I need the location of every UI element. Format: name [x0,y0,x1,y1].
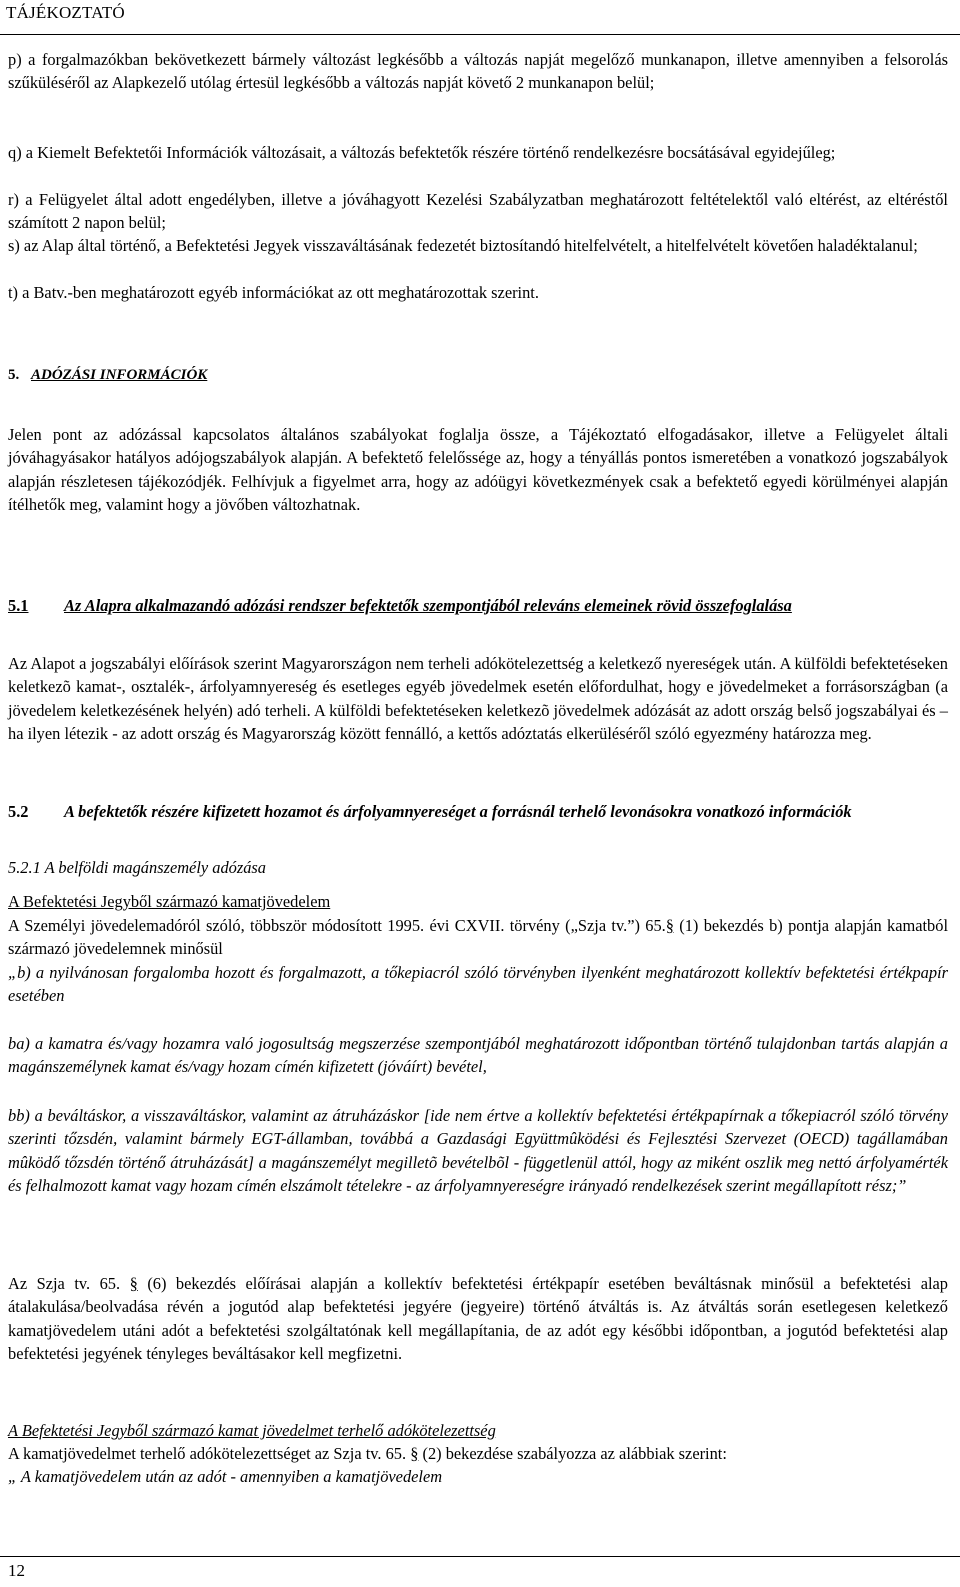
list-item-p: p) a forgalmazókban bekövetkezett bármely változást legkésőbb a változás napját megelőző munkanapon, illetve amennyiben a felsorolás szűküléséről az Alapkezelő utólag értesül legkésőbb a változás napját követő 2 munkanapon belül; [8,50,948,93]
section-sign-2: § [129,1274,138,1293]
section-5-paragraph: Jelen pont az adózással kapcsolatos általános szabályokat foglalja össze, a Tájékoztató elfogadásakor, illetve a Felügyelet általi jóváhagyásakor hatályos adójogszabályok alapján. A befektető felelőssége az, hogy a tényállás pontos ismeretében a vonatkozó jogszabályok alapján részletesen tájékozódjék. Felhívjuk a figyelmet arra, hogy az adóügyi következmények csak a befektető egyedi körülményei alapján ítélhetők meg, valamint hogy a jövőben változhatnak. [8,425,948,514]
interest-tax-heading: A Befektetési Jegyből származó kamat jövedelmet terhelő adókötelezettség [8,1421,496,1440]
section-sign: § [665,916,674,935]
interest-tax-paragraph [8,1442,727,1465]
list-item-r: r) a Felügyelet által adott engedélyben, illetve a jóváhagyott Kezelési Szabályzatban meghatározott feltételektől való eltérést, az eltéréstől számított 2 napon belül; [8,190,948,233]
conversion-paragraph [8,1272,948,1365]
section-5-2-number: 5.2 [8,802,29,821]
szja-paragraph [8,914,948,961]
section-5-1-paragraph: Az Alapot a jogszabályi előírások szerint Magyarországon nem terheli adókötelezettség a keletkező nyereségek után. A külföldi befektetéseken keletkezõ kamat-, osztalék-, árfolyamnyereség és esetleges egyéb jövedelmek esetén előfordulhat, hogy e jövedelmeket a forrásországban (a jövedelem keletkezésének helyén) adó terheli. A külföldi befektetéseken keletkezõ jövedelmek adózását az adott ország belső jogszabályai és – ha ilyen létezik - az adott ország és Magyarország között fennálló, a kettős adóztatás elkerüléséről szóló egyezmény határozza meg. [8,654,948,743]
quote-bb: bb) a beváltáskor, a visszaváltáskor, valamint az átruházáskor [ide nem értve a kollektív befektetési értékpapírnak a tőkepiacról szóló törvény szerinti tőzsdén, valamint bármely EGT-államban, továbbá a Gazdasági Együttmûködési és Fejlesztési Szervezet (OECD) tagállamában mûködő tőzsdén történő átruházását] a magánszemélyt megilletõ bevételbõl - függetlenül attól, hogy az miként oszlik meg nettó árfolyamérték és felhalmozott kamat vagy hozam címén elszámolt tételekre - az árfolyamnyereségre irányadó rendelkezések szerint megállapított rész;” [8,1106,948,1195]
section-5-title: ADÓZÁSI INFORMÁCIÓK [31,367,208,383]
section-5-1-heading [8,594,948,617]
list-item-q: q) a Kiemelt Befektetői Információk változásait, a változás befektetők részére történő rendelkezésre bocsátásával egyidejűleg; [8,143,836,162]
section-5-2-1-heading: 5.2.1 A belföldi magánszemély adózása [8,858,266,877]
header-rule [0,34,960,35]
interest-tax-quote: „ A kamatjövedelem után az adót - amennyiben a kamatjövedelem [8,1467,443,1486]
page-number: 12 [8,1561,25,1580]
quote-b: „b) a nyilvánosan forgalomba hozott és forgalmazott, a tőkepiacról szóló törvényben ilyenként meghatározott kollektív befektetési értékpapír esetében [8,963,948,1006]
list-item-s: s) az Alap által történő, a Befektetési Jegyek visszaváltásának fedezetét biztosítandó hitelfelvételt, a hitelfelvételt követően haladéktalanul; [8,236,918,255]
szja-paragraph-text-b: (1) bekezdés b) pontja alapján kamatból származó jövedelemnek minősül [8,916,948,959]
quote-ba: ba) a kamatra és/vagy hozamra való jogosultság megszerzése szempontjából meghatározott időpontban történő tulajdonban tartás alapján a magánszemélynek kamat és/vagy hozam címén kifizetett (jóváírt) bevétel, [8,1034,948,1077]
section-5-1-number: 5.1 [8,596,29,615]
section-5-2-heading [8,800,948,823]
section-sign-3: § [410,1444,419,1463]
footer-rule [0,1556,960,1557]
page-header-title: TÁJÉKOZTATÓ [6,3,125,22]
list-item-t: t) a Batv.-ben meghatározott egyéb információkat az ott meghatározottak szerint. [8,283,539,302]
section-5-number: 5. [8,367,20,383]
section-5-heading [8,365,207,385]
szja-paragraph-text-a: A Személyi jövedelemadóról szóló, többször módosított 1995. évi CXVII. törvény („Szja tv.”) 65. [8,916,666,935]
conversion-paragraph-text-a: Az Szja tv. 65. [8,1274,130,1293]
interest-income-heading: A Befektetési Jegyből származó kamatjövedelem [8,892,331,911]
interest-tax-text-b: (2) bekezdése szabályozza az alábbiak szerint: [418,1444,727,1463]
section-5-1-title: Az Alapra alkalmazandó adózási rendszer befektetők szempontjából releváns elemeinek rövid összefoglalása [64,596,792,615]
conversion-paragraph-text-b: (6) bekezdés előírásai alapján a kollektív befektetési értékpapír esetében beváltásnak minősül a befektetési alap átalakulása/beolvadása révén a jogutód alap befektetési jegyére (jegyeire) történő átváltás is. Az átváltás során esetlegesen keletkező kamatjövedelem utáni adót a befektetési szolgáltatónak kell megállapítania, de az adót egy későbbi időpontban, a jogutód befektetési alap befektetési jegyének tényleges beváltásakor kell megfizetni. [8,1274,948,1363]
interest-tax-text-a: A kamatjövedelmet terhelő adókötelezettséget az Szja tv. 65. [8,1444,411,1463]
section-5-2-title: A befektetők részére kifizetett hozamot és árfolyamnyereséget a forrásnál terhelő levonásokra vonatkozó információk [64,802,852,821]
